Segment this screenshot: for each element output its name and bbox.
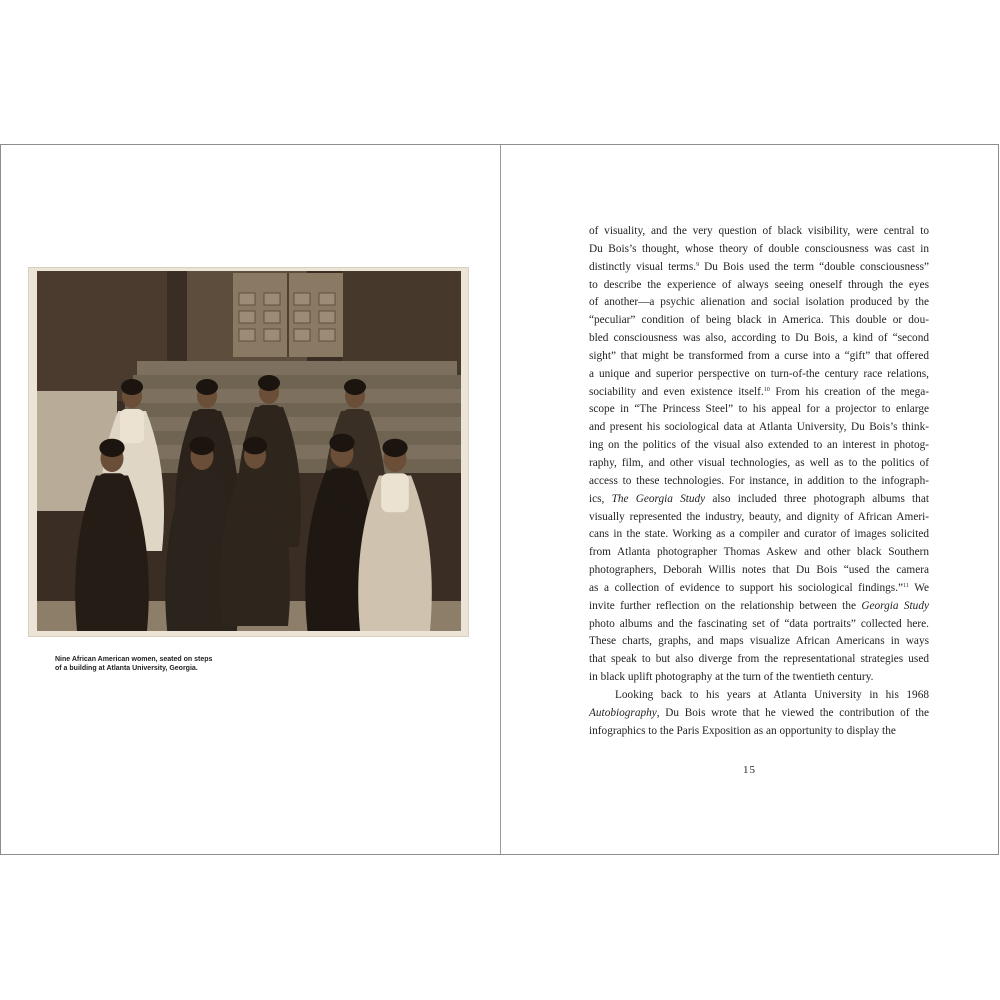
woman-hair [243,437,267,455]
door-panel [319,311,335,323]
text-segment: infographics to the Paris Exposition as an opportunity to display the [589,724,896,737]
text-segment: bled consciousness was also, according to Du Bois, a kind of “second [589,332,929,345]
text-line [589,509,929,527]
woman-torso [328,468,356,507]
text-segment: from Atlanta photographer Thomas Askew and other black Southern [589,546,929,559]
stone-step [129,389,461,403]
text-line [589,384,929,402]
historical-photograph [37,271,461,631]
text-line [589,330,929,348]
woman-hair [196,379,218,395]
text-line [589,526,929,544]
door-panel [264,311,280,323]
book-spread [0,144,999,855]
door-panel [264,293,280,305]
text-segment: Du Bois used the term “double consciousness” [699,260,929,273]
body-text [589,223,929,740]
woman-hair [258,375,280,391]
text-segment: of visuality, and the very question of black visibility, were central to [589,225,929,237]
text-line [589,705,929,723]
text-segment: Looking back to his years at Atlanta University in his 1968 [615,688,929,701]
caption-line-1: Nine African American women, seated on steps [55,656,213,663]
text-line [589,544,929,562]
text-segment: We [908,581,929,594]
text-line [589,419,929,437]
text-segment: scope in “The Princess Steel” to his appeal for a projector to enlarge [589,403,929,416]
text-line [589,651,929,669]
text-segment: distinctly visual terms. [589,260,697,273]
door-panel [294,329,310,341]
text-line [589,312,929,330]
photo-caption [55,655,215,673]
left-page [1,145,500,854]
woman-torso [257,405,281,439]
text-line [589,366,929,384]
caption-line-2: of a building at Atlanta University, Georgia. [55,665,198,672]
text-segment: photo albums and the fascinating set of “data portraits” collected here. [589,617,929,630]
stone-step [133,375,461,389]
right-page [501,145,998,854]
door-panel [294,293,310,305]
text-line [589,223,929,241]
photograph-illustration [37,271,461,631]
text-segment: to describe the experience of always seeing oneself through the eyes [589,278,929,291]
text-segment: raphy, film, and other visual technologies, as well as to the politics of [589,456,929,469]
woman-torso [188,471,216,510]
text-line [589,491,929,509]
photo-mount [28,267,469,637]
door-panel [294,311,310,323]
stone-step [125,403,461,417]
door-panel [319,329,335,341]
woman-torso [120,409,144,443]
woman-hair [329,434,354,452]
text-segment: “peculiar” condition of being black in America. This double or dou- [589,314,929,327]
text-segment: in black uplift photography at the turn of the twentieth century. [589,671,874,684]
text-segment: that speak to but also diverge from the representational strategies used [589,653,929,666]
door-panel [319,293,335,305]
text-segment: These charts, graphs, and maps visualize African Americans in ways [589,635,929,648]
door-panel [239,293,255,305]
text-segment: visually represented the industry, beauty, and dignity of African Ameri- [589,510,929,523]
text-line [589,437,929,455]
text-line [589,259,929,277]
footnote-marker: 10 [763,386,770,393]
text-line [589,348,929,366]
door-panel [239,311,255,323]
text-segment: photographers, Deborah Willis notes that Du Bois “used the camera [589,564,929,577]
text-segment: access to these technologies. For instance, in addition to the infograph- [589,474,929,487]
text-segment: a unique and superior perspective on turn-of-the century race relations, [589,367,929,380]
text-segment: also included three photograph albums that [705,492,929,505]
text-line [589,562,929,580]
italic-title: Georgia Study [861,599,929,612]
text-segment: cans in the state. Working as a compiler and curator of images solicited [589,528,929,541]
woman-hair [189,437,214,455]
door-panel [239,329,255,341]
text-segment: ics, [589,492,612,505]
text-segment: sight” that might be transformed from a curse into a “gift” that offered [589,349,929,362]
text-line [589,633,929,651]
text-segment: Du Bois’s thought, whose theory of double consciousness was cast in [589,242,929,255]
woman-torso [98,473,126,512]
text-line [589,580,929,598]
text-segment: , Du Bois wrote that he viewed the contribution of the [656,706,929,719]
page-number: 15 [743,764,756,776]
text-line [589,669,929,687]
text-line [589,616,929,634]
footnote-marker: 9 [696,261,700,268]
stone-step [137,361,457,375]
text-line [589,723,929,741]
text-line [589,455,929,473]
door-panel [264,329,280,341]
text-segment: invite further reflection on the relationship between the [589,599,862,612]
text-segment: of another—a psychic alienation and social isolation produced by the [589,296,929,309]
text-line [589,241,929,259]
text-line [589,473,929,491]
text-line [589,277,929,295]
text-segment: From his creation of the mega- [769,385,929,398]
italic-title: The Georgia Study [611,492,706,505]
italic-title: Autobiography [589,706,657,719]
text-segment: sociability and even existence itself. [589,385,764,398]
text-segment: as a collection of evidence to support his sociological findings.” [589,581,904,594]
text-line [589,294,929,312]
woman-hair [121,379,143,395]
woman-hair [382,439,407,457]
text-segment: and present his sociological data at Atlanta University, Du Bois’s think- [589,421,929,434]
woman-hair [344,379,366,395]
text-line [589,687,929,705]
woman-torso [242,470,268,507]
text-segment: ing on the politics of the visual also extended to an interest in photog- [589,439,929,452]
woman-torso [381,473,409,512]
footnote-marker: 11 [903,582,909,589]
text-line [589,598,929,616]
text-line [589,401,929,419]
woman-hair [99,439,124,457]
stone-step [121,417,461,431]
